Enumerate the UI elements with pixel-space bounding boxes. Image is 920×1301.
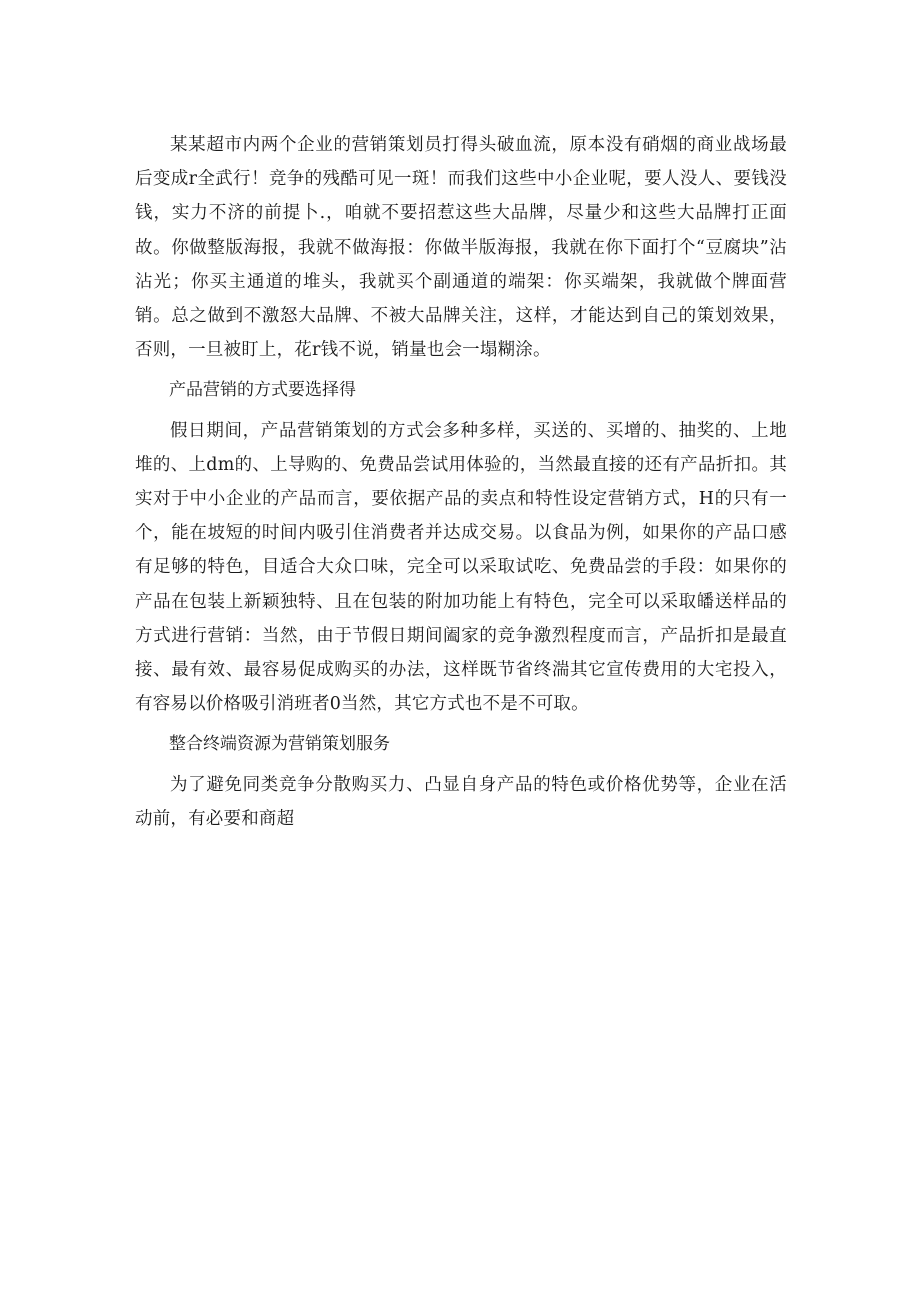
- paragraph-competition: 某某超市内两个企业的营销策划员打得头破血流，原本没有硝烟的商业战场最后变成r全武行！竞争的残酷可见一斑！而我们这些中小企业呢，要人没人、要钱没钱，实力不济的前提卜.，咱就不要招惹这些大品牌，尽量少和这些大品牌打正面故。你做整版海报，我就不做海报：你做半版海报，我就在你下面打个“豆腐块”沾沾光；你买主通道的堆头，我就买个副通道的端架：你买端架，我就做个牌面营销。总之做到不激怒大品牌、不被大品牌关注，这样，才能达到自己的策划效果，否则，一旦被盯上，花r钱不说，销量也会一塌糊涂。: [135, 135, 787, 361]
- paragraph-terminal-resources: 为了避免同类竞争分散购买力、凸显自身产品的特色或价格优势等，企业在活动前，有必要和商超: [135, 774, 787, 829]
- document-body: [135, 128, 787, 842]
- section-heading-terminal-resources: 整合终端资源为营销策划服务: [169, 734, 390, 755]
- section-heading-marketing-methods: 产品营销的方式要选择得: [169, 380, 356, 401]
- paragraph-marketing-methods: 假日期间，产品营销策划的方式会多种多样，买送的、买增的、抽奖的、上地堆的、上dm的、上导购的、免费品尝试用体验的，当然最直接的还有产品折扣。其实对于中小企业的产品而言，要依据产品的卖点和特性设定营销方式，H的只有一个，能在坡短的时间内吸引住消费者并达成交易。以食品为例，如果你的产品口感有足够的特色，目适合大众口味，完全可以采取试吃、免费品尝的手段：如果你的产品在包装上新颖独特、且在包装的附加功能上有特色，完全可以采取皤送样品的方式进行营销：当然，由于节假日期间阖家的竞争激烈程度而言，产品折扣是最直接、最有效、最容易促成购买的办法，这样既节省终湍其它宣传费用的大宅投入，有容易以价格吸引消班者0当然，其它方式也不是不可取。: [135, 420, 787, 715]
